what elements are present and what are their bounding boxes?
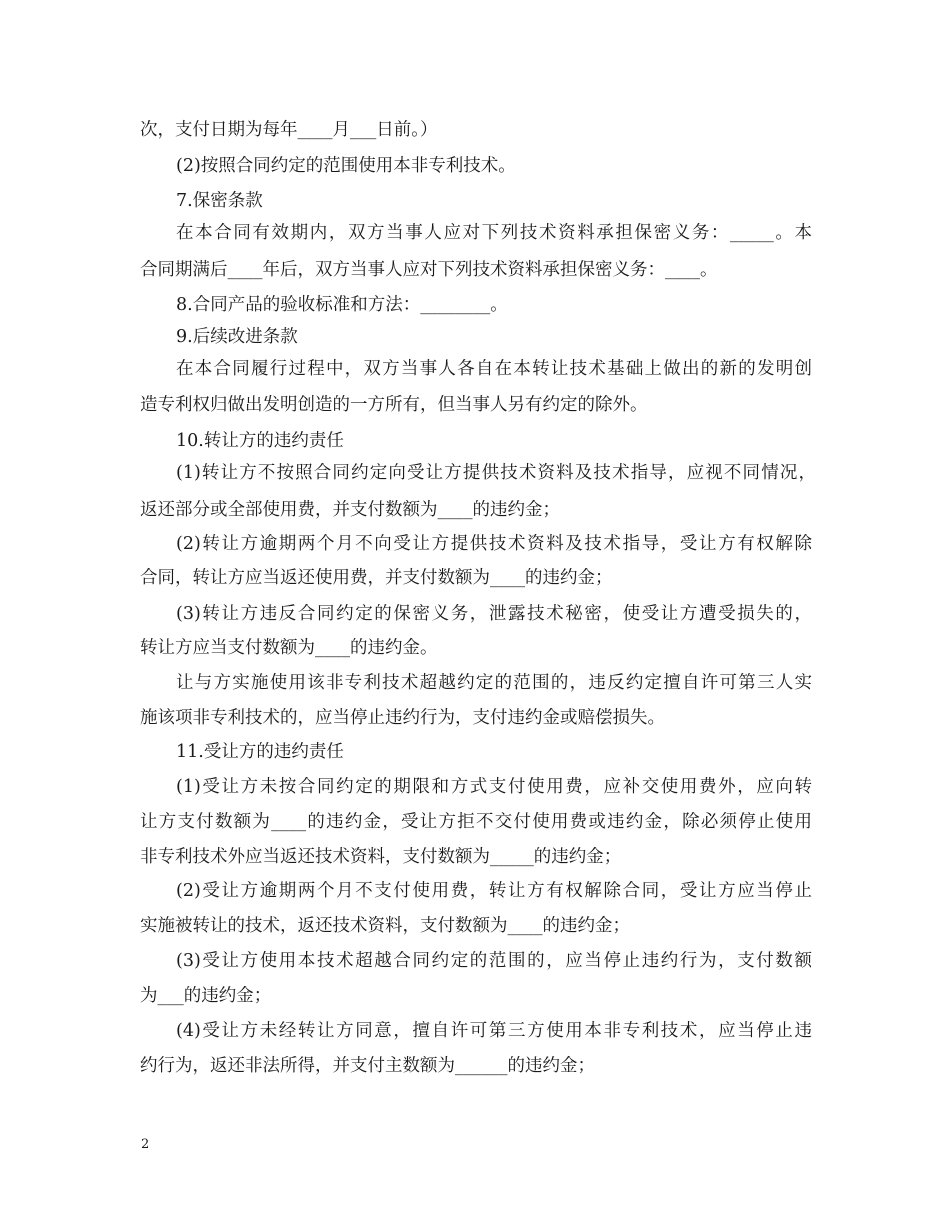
text-line-27: (4)受让方未经转让方同意，擅自许可第三方使用本非专利技术，应当停止违 — [176, 1021, 812, 1041]
text-line-2: (2)按照合同约定的范围使用本非专利技术。 — [176, 156, 516, 176]
text-line-26: 为___的违约金； — [140, 986, 272, 1006]
text-line-8: 在本合同履行过程中，双方当事人各自在本转让技术基础上做出的新的发明创 — [176, 359, 812, 379]
text-line-20: (1)受让方未按合同约定的期限和方式支付使用费，应补交使用费外，应向转 — [176, 777, 812, 797]
text-line-13: (2)转让方逾期两个月不向受让方提供技术资料及技术指导，受让方有权解除 — [176, 534, 812, 554]
text-line-9: 造专利权归做出发明创造的一方所有，但当事人另有约定的除外。 — [140, 395, 648, 415]
page-number: 2 — [141, 1137, 150, 1152]
text-line-15: (3)转让方违反合同约定的保密义务，泄露技术秘密，使受让方遭受损失的， — [176, 604, 812, 624]
text-line-25: (3)受让方使用本技术超越合同约定的范围的，应当停止违约行为，支付数额 — [176, 951, 812, 971]
text-line-11: (1)转让方不按照合同约定向受让方提供技术资料及技术指导，应视不同情况， — [176, 463, 816, 483]
text-line-5: 合同期满后____年后，双方当事人应对下列技术资料承担保密义务：____。 — [140, 260, 718, 280]
section-heading-10: 10.转让方的违约责任 — [176, 431, 344, 451]
text-line-22: 非专利技术外应当返还技术资料，支付数额为_____的违约金； — [140, 847, 622, 867]
text-line-23: (2)受让方逾期两个月不支付使用费，转让方有权解除合同，受让方应当停止 — [176, 881, 812, 901]
text-line-24: 实施被转让的技术，返还技术资料，支付数额为____的违约金； — [140, 916, 630, 936]
text-line-18: 施该项非专利技术的，应当停止违约行为，支付违约金或赔偿损失。 — [140, 708, 665, 728]
text-line-21: 让方支付数额为____的违约金，受让方拒不交付使用费或违约金，除必须停止使用 — [140, 812, 812, 832]
text-line-4: 在本合同有效期内，双方当事人应对下列技术资料承担保密义务：_____。本 — [176, 223, 812, 243]
section-heading-11: 11.受让方的违约责任 — [176, 742, 344, 762]
section-heading-7: 7.保密条款 — [176, 191, 263, 211]
text-line-1: 次，支付日期为每年____月___日前。） — [140, 120, 438, 140]
text-line-14: 合同，转让方应当返还使用费，并支付数额为____的违约金； — [140, 568, 613, 588]
text-line-28: 约行为，返还非法所得，并支付主数额为______的违约金； — [140, 1056, 595, 1076]
section-heading-9: 9.后续改进条款 — [176, 327, 298, 347]
text-line-17: 让与方实施使用该非专利技术超越约定的范围的，违反约定擅自许可第三人实 — [176, 673, 812, 693]
text-line-16: 转让方应当支付数额为____的违约金。 — [140, 638, 438, 658]
text-line-12: 返还部分或全部使用费，并支付数额为____的违约金； — [140, 500, 560, 520]
section-heading-8: 8.合同产品的验收标准和方法：________。 — [176, 295, 508, 315]
